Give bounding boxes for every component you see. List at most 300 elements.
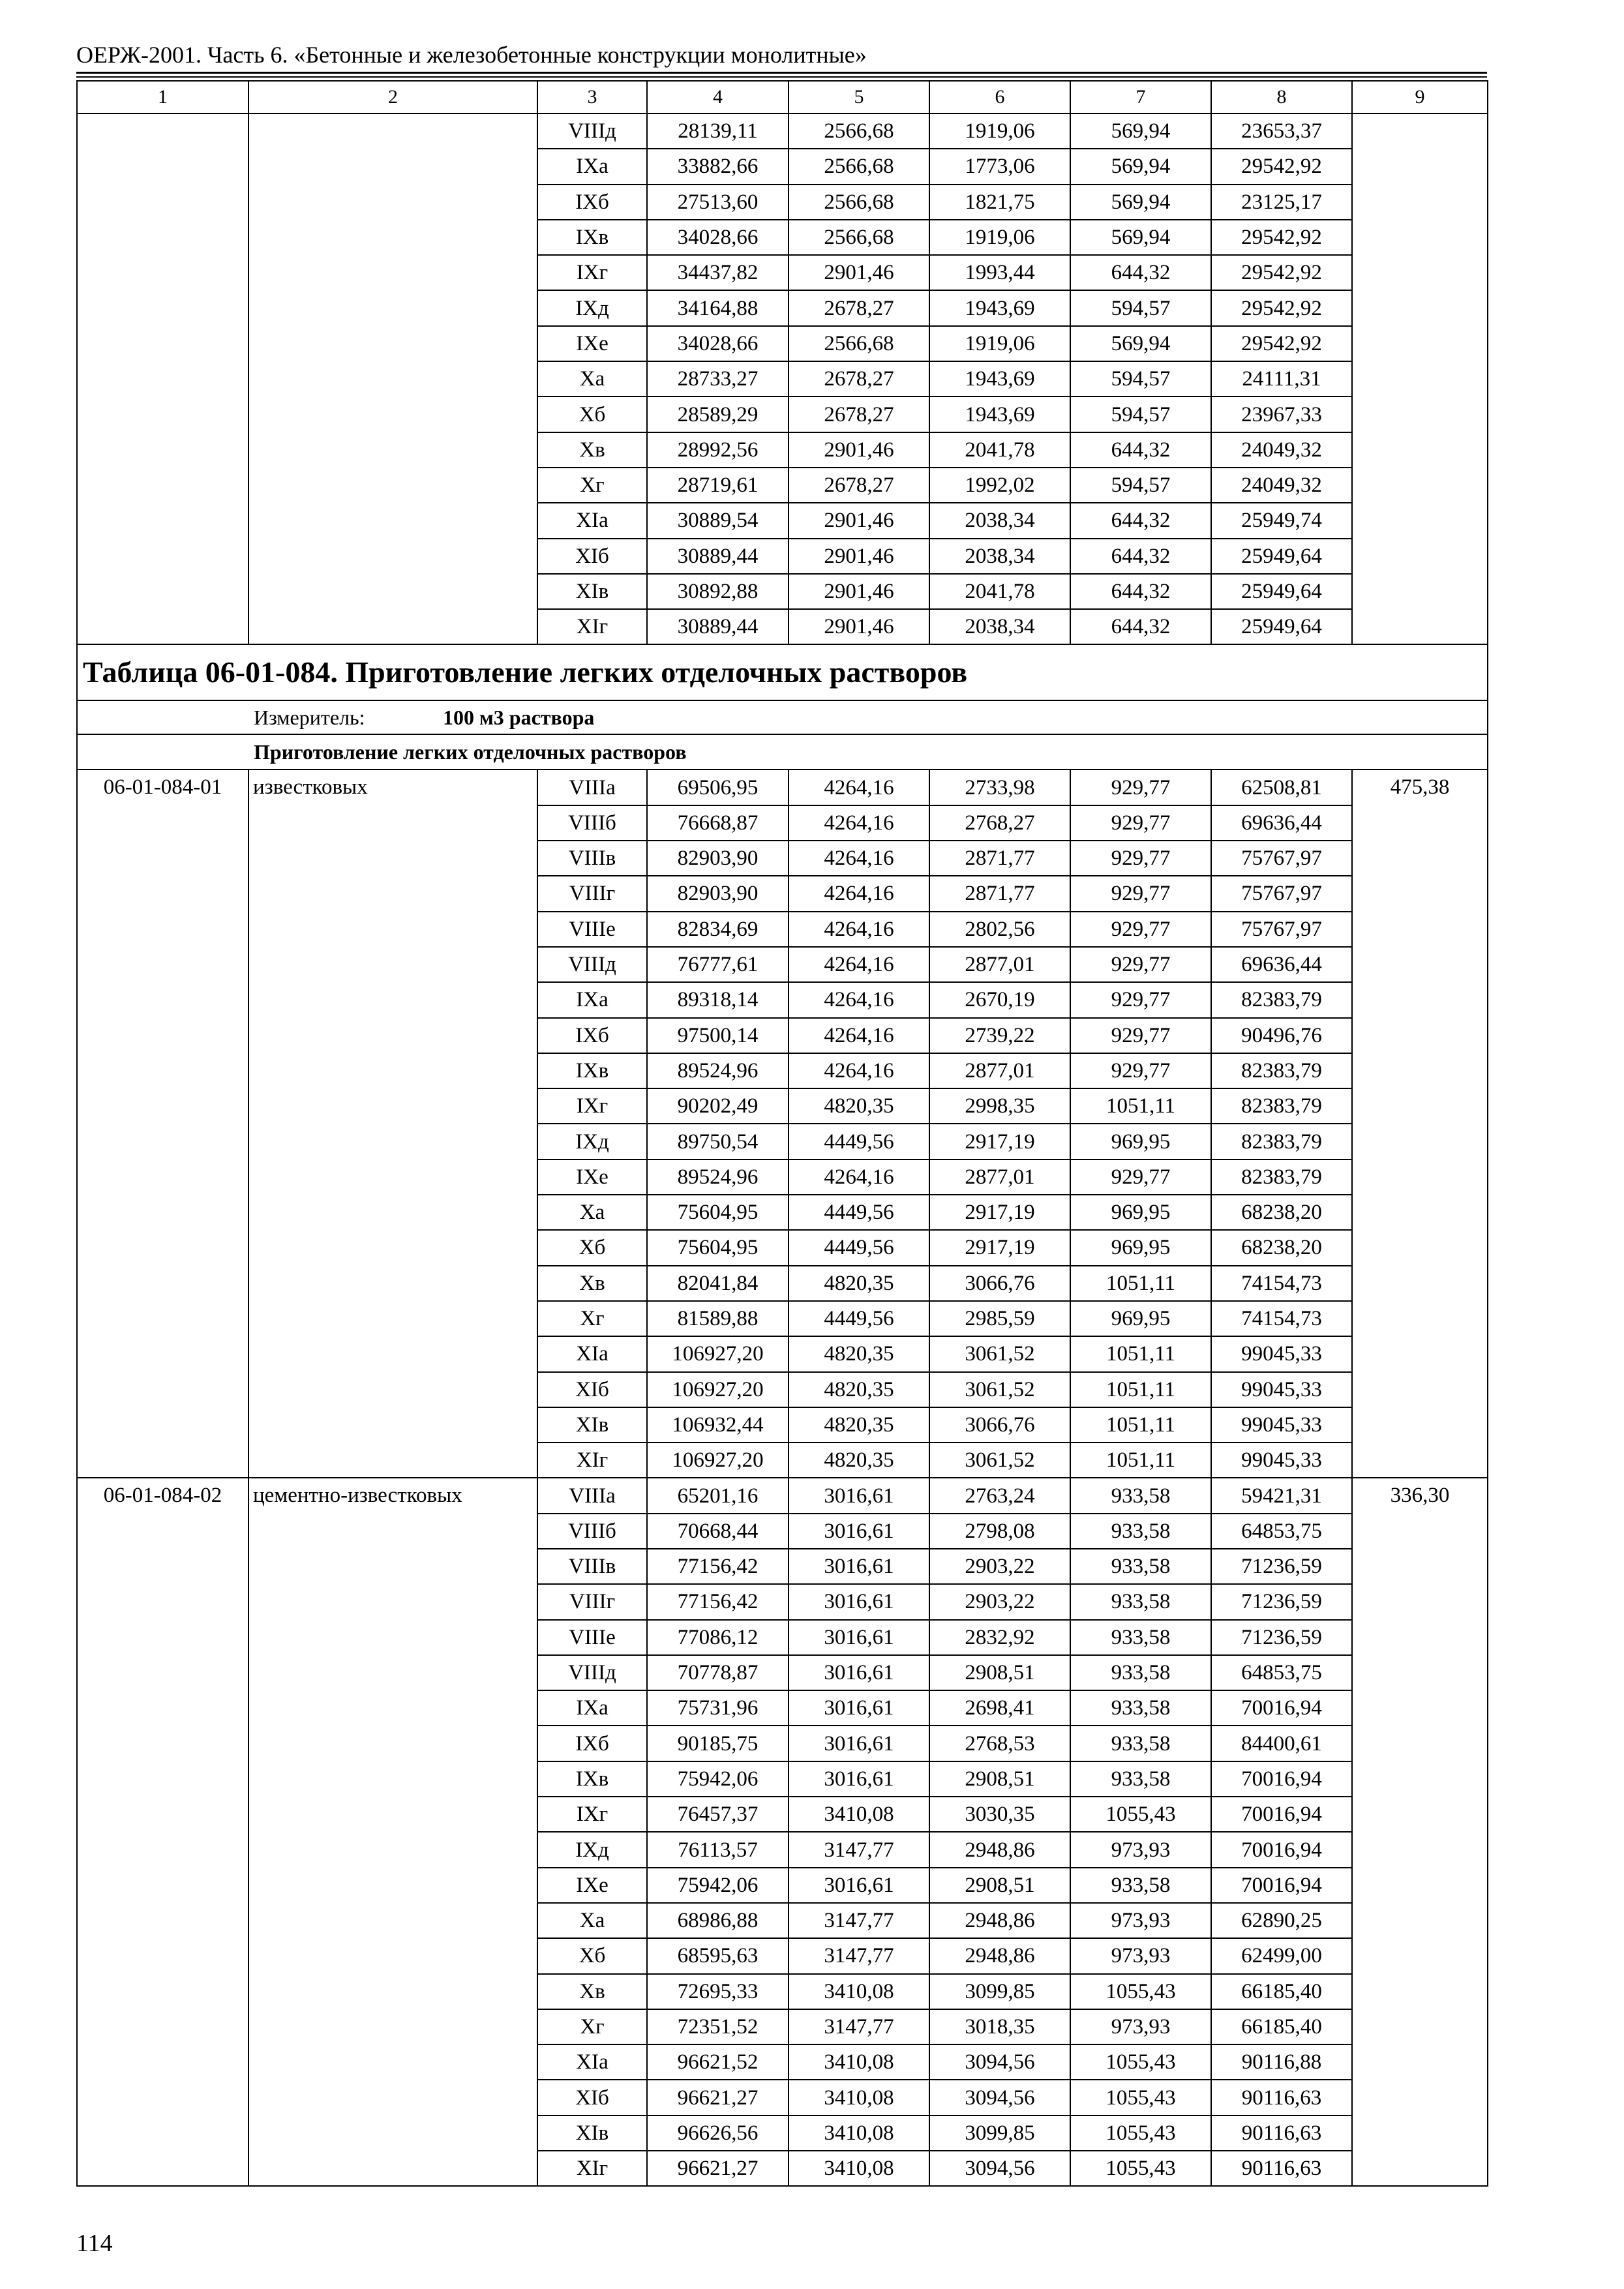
value-cell: 99045,33 [1211,1407,1352,1443]
value-cell: 2901,46 [789,503,929,538]
zone-cell: XIа [537,2044,647,2080]
value-cell: 4449,56 [789,1301,929,1336]
value-cell: 933,58 [1070,1514,1211,1549]
value-cell: 33882,66 [647,149,789,184]
value-cell: 68986,88 [647,1903,789,1938]
column-number: 9 [1352,81,1488,113]
zone-cell: IXв [537,1761,647,1797]
value-cell: 3410,08 [789,2151,929,2186]
value-cell: 4264,16 [789,770,929,805]
value-cell: 3016,61 [789,1761,929,1797]
zone-cell: VIIIв [537,841,647,876]
zone-cell: IXд [537,1832,647,1867]
value-cell: 76668,87 [647,805,789,841]
header-rule [76,72,1487,74]
value-cell: 969,95 [1070,1230,1211,1265]
value-cell: 2985,59 [929,1301,1070,1336]
value-cell: 75604,95 [647,1195,789,1230]
value-cell: 82903,90 [647,841,789,876]
value-cell: 4449,56 [789,1195,929,1230]
value-cell: 74154,73 [1211,1301,1352,1336]
value-cell: 929,77 [1070,1018,1211,1053]
value-cell: 99045,33 [1211,1372,1352,1407]
value-cell: 29542,92 [1211,255,1352,290]
value-cell: 3016,61 [789,1514,929,1549]
value-cell: 82834,69 [647,912,789,947]
value-cell: 68238,20 [1211,1195,1352,1230]
value-cell: 2871,77 [929,876,1070,911]
value-cell: 64853,75 [1211,1655,1352,1690]
column-number: 4 [647,81,789,113]
value-cell: 24049,32 [1211,468,1352,503]
value-cell: 4820,35 [789,1336,929,1371]
value-cell: 106927,20 [647,1336,789,1371]
zone-cell: Xа [537,1903,647,1938]
value-cell: 569,94 [1070,185,1211,220]
value-cell: 1943,69 [929,396,1070,432]
value-cell: 2041,78 [929,432,1070,468]
value-cell: 2908,51 [929,1868,1070,1903]
value-cell: 1055,43 [1070,2044,1211,2080]
value-cell: 25949,64 [1211,574,1352,609]
zone-cell: VIIIб [537,1514,647,1549]
value-cell: 1051,11 [1070,1443,1211,1478]
zone-cell: IXг [537,1088,647,1124]
value-cell: 569,94 [1070,113,1211,149]
value-cell: 594,57 [1070,468,1211,503]
value-cell: 644,32 [1070,574,1211,609]
value-cell: 1051,11 [1070,1266,1211,1301]
zone-cell: Xб [537,1938,647,1973]
value-cell: 969,95 [1070,1124,1211,1159]
value-cell: 2678,27 [789,468,929,503]
zone-cell: Xв [537,1974,647,2009]
value-cell: 65201,16 [647,1478,789,1513]
value-cell: 2901,46 [789,539,929,574]
value-cell: 28589,29 [647,396,789,432]
value-cell: 4449,56 [789,1124,929,1159]
rates-table-body [77,81,1488,2186]
value-cell: 933,58 [1070,1761,1211,1797]
value-cell: 3147,77 [789,1903,929,1938]
running-header: ОЕРЖ-2001. Часть 6. «Бетонные и железобетонные конструкции монолитные» [76,42,867,68]
table-row [77,770,1488,805]
value-cell: 4449,56 [789,1230,929,1265]
value-cell: 594,57 [1070,396,1211,432]
value-cell: 569,94 [1070,149,1211,184]
page-number: 114 [76,2230,113,2257]
value-cell: 96621,27 [647,2151,789,2186]
value-cell: 1055,43 [1070,1797,1211,1832]
zone-cell: Xг [537,468,647,503]
value-cell: 2901,46 [789,255,929,290]
value-cell: 4264,16 [789,947,929,982]
value-cell: 2038,34 [929,609,1070,644]
value-cell: 4264,16 [789,982,929,1017]
zone-cell: XIа [537,1336,647,1371]
value-cell: 644,32 [1070,255,1211,290]
value-cell: 99045,33 [1211,1443,1352,1478]
value-cell: 2566,68 [789,185,929,220]
zone-cell: Xб [537,396,647,432]
value-cell: 933,58 [1070,1549,1211,1584]
value-cell: 77086,12 [647,1620,789,1655]
column-number: 2 [248,81,537,113]
value-cell: 70668,44 [647,1514,789,1549]
zone-cell: VIIIд [537,113,647,149]
zone-cell: IXе [537,326,647,361]
value-cell: 82903,90 [647,876,789,911]
zone-cell: XIа [537,503,647,538]
value-cell: 3094,56 [929,2044,1070,2080]
zone-cell: IXе [537,1159,647,1195]
value-cell: 34164,88 [647,290,789,325]
value-cell: 2763,24 [929,1478,1070,1513]
value-cell: 82041,84 [647,1266,789,1301]
value-cell: 1051,11 [1070,1407,1211,1443]
section-title: Приготовление легких отделочных растворов [77,734,1488,770]
zone-cell: IXб [537,185,647,220]
value-cell: 70778,87 [647,1655,789,1690]
value-cell: 29542,92 [1211,326,1352,361]
value-cell: 23125,17 [1211,185,1352,220]
rate-extra-value: 336,30 [1352,1478,1488,2186]
value-cell: 3147,77 [789,1938,929,1973]
value-cell: 644,32 [1070,432,1211,468]
measure-label: Измеритель: [254,706,365,730]
value-cell: 1055,43 [1070,1974,1211,2009]
zone-cell: XIг [537,1443,647,1478]
zone-cell: VIIIг [537,1584,647,1619]
value-cell: 3016,61 [789,1478,929,1513]
value-cell: 75767,97 [1211,841,1352,876]
value-cell: 929,77 [1070,805,1211,841]
value-cell: 106927,20 [647,1372,789,1407]
value-cell: 62890,25 [1211,1903,1352,1938]
value-cell: 2917,19 [929,1195,1070,1230]
zone-cell: Xв [537,1266,647,1301]
value-cell: 2917,19 [929,1230,1070,1265]
value-cell: 2566,68 [789,149,929,184]
value-cell: 1992,02 [929,468,1070,503]
value-cell: 1055,43 [1070,2116,1211,2151]
value-cell: 2566,68 [789,326,929,361]
table-caption: Таблица 06-01-084. Приготовление легких отделочных растворов [77,644,1488,700]
value-cell: 70016,94 [1211,1797,1352,1832]
value-cell: 3099,85 [929,1974,1070,2009]
zone-cell: VIIIа [537,1478,647,1513]
value-cell: 2877,01 [929,1053,1070,1088]
zone-cell: XIв [537,2116,647,2151]
value-cell: 66185,40 [1211,1974,1352,2009]
value-cell: 1943,69 [929,290,1070,325]
value-cell: 973,93 [1070,1938,1211,1973]
value-cell: 69636,44 [1211,947,1352,982]
measure-cell [77,700,1488,734]
value-cell: 3016,61 [789,1620,929,1655]
value-cell: 2901,46 [789,574,929,609]
value-cell: 30889,54 [647,503,789,538]
value-cell: 3066,76 [929,1266,1070,1301]
value-cell: 25949,64 [1211,539,1352,574]
value-cell: 3094,56 [929,2080,1070,2115]
value-cell: 75731,96 [647,1690,789,1726]
value-cell: 1055,43 [1070,2080,1211,2115]
zone-cell: VIIIг [537,876,647,911]
value-cell: 59421,31 [1211,1478,1352,1513]
value-cell: 3066,76 [929,1407,1070,1443]
value-cell: 3147,77 [789,1832,929,1867]
column-number: 1 [77,81,248,113]
value-cell: 75604,95 [647,1230,789,1265]
column-number: 7 [1070,81,1211,113]
value-cell: 933,58 [1070,1655,1211,1690]
value-cell: 89524,96 [647,1159,789,1195]
value-cell: 71236,59 [1211,1549,1352,1584]
value-cell: 25949,64 [1211,609,1352,644]
value-cell: 1919,06 [929,220,1070,255]
zone-cell: IXб [537,1018,647,1053]
zone-cell: Xа [537,1195,647,1230]
value-cell: 96621,27 [647,2080,789,2115]
value-cell: 66185,40 [1211,2009,1352,2044]
value-cell: 1051,11 [1070,1372,1211,1407]
value-cell: 3094,56 [929,2151,1070,2186]
value-cell: 4264,16 [789,876,929,911]
value-cell: 2908,51 [929,1655,1070,1690]
value-cell: 28139,11 [647,113,789,149]
value-cell: 96621,52 [647,2044,789,2080]
value-cell: 29542,92 [1211,220,1352,255]
value-cell: 933,58 [1070,1726,1211,1761]
value-cell: 28992,56 [647,432,789,468]
value-cell: 933,58 [1070,1868,1211,1903]
value-cell: 28719,61 [647,468,789,503]
zone-cell: Xб [537,1230,647,1265]
value-cell: 3016,61 [789,1549,929,1584]
value-cell: 90185,75 [647,1726,789,1761]
value-cell: 90116,63 [1211,2116,1352,2151]
header-rule-secondary [76,76,1487,78]
value-cell: 4820,35 [789,1088,929,1124]
value-cell: 4264,16 [789,1159,929,1195]
zone-cell: Xв [537,432,647,468]
value-cell: 2917,19 [929,1124,1070,1159]
value-cell: 3147,77 [789,2009,929,2044]
value-cell: 28733,27 [647,361,789,396]
zone-cell: VIIIд [537,947,647,982]
value-cell: 70016,94 [1211,1690,1352,1726]
zone-cell: IXв [537,220,647,255]
measure-row [77,700,1488,734]
value-cell: 969,95 [1070,1195,1211,1230]
value-cell: 3016,61 [789,1655,929,1690]
value-cell: 2670,19 [929,982,1070,1017]
value-cell: 82383,79 [1211,1088,1352,1124]
value-cell: 64853,75 [1211,1514,1352,1549]
value-cell: 82383,79 [1211,1053,1352,1088]
value-cell: 2901,46 [789,432,929,468]
section-title-row [77,734,1488,770]
value-cell: 2901,46 [789,609,929,644]
value-cell: 74154,73 [1211,1266,1352,1301]
value-cell: 644,32 [1070,539,1211,574]
value-cell: 2566,68 [789,220,929,255]
value-cell: 4820,35 [789,1266,929,1301]
value-cell: 1993,44 [929,255,1070,290]
value-cell: 2768,27 [929,805,1070,841]
value-cell: 2948,86 [929,1938,1070,1973]
zone-cell: Xа [537,361,647,396]
rate-name: цементно-известковых [248,1478,537,2186]
value-cell: 933,58 [1070,1478,1211,1513]
zone-cell: IXа [537,982,647,1017]
value-cell: 24049,32 [1211,432,1352,468]
value-cell: 2678,27 [789,396,929,432]
value-cell: 82383,79 [1211,1159,1352,1195]
value-cell: 84400,61 [1211,1726,1352,1761]
value-cell: 97500,14 [647,1018,789,1053]
value-cell: 27513,60 [647,185,789,220]
value-cell: 30892,88 [647,574,789,609]
value-cell: 4264,16 [789,1018,929,1053]
value-cell: 2903,22 [929,1584,1070,1619]
value-cell: 2877,01 [929,1159,1070,1195]
zone-cell: VIIIв [537,1549,647,1584]
value-cell: 4820,35 [789,1407,929,1443]
value-cell: 973,93 [1070,2009,1211,2044]
value-cell: 3410,08 [789,1797,929,1832]
column-number-row [77,81,1488,113]
value-cell: 90116,88 [1211,2044,1352,2080]
zone-cell: VIIIб [537,805,647,841]
value-cell: 77156,42 [647,1549,789,1584]
table-row [77,113,1488,149]
table-caption-row [77,644,1488,700]
value-cell: 2832,92 [929,1620,1070,1655]
zone-cell: IXд [537,290,647,325]
value-cell: 23653,37 [1211,113,1352,149]
value-cell: 90202,49 [647,1088,789,1124]
value-cell: 929,77 [1070,1053,1211,1088]
value-cell: 75942,06 [647,1868,789,1903]
value-cell: 4820,35 [789,1443,929,1478]
value-cell: 89750,54 [647,1124,789,1159]
column-number: 5 [789,81,929,113]
value-cell: 3016,61 [789,1584,929,1619]
column-number: 3 [537,81,647,113]
zone-cell: XIг [537,609,647,644]
value-cell: 72351,52 [647,2009,789,2044]
value-cell: 2908,51 [929,1761,1070,1797]
value-cell: 929,77 [1070,982,1211,1017]
value-cell: 76457,37 [647,1797,789,1832]
zone-cell: VIIIе [537,1620,647,1655]
value-cell: 2871,77 [929,841,1070,876]
value-cell: 70016,94 [1211,1868,1352,1903]
value-cell: 3016,61 [789,1690,929,1726]
value-cell: 3061,52 [929,1336,1070,1371]
rate-extra-value: 475,38 [1352,770,1488,1478]
zone-cell: IXг [537,255,647,290]
value-cell: 2678,27 [789,290,929,325]
value-cell: 71236,59 [1211,1584,1352,1619]
name-cell-empty [248,113,537,644]
value-cell: 89524,96 [647,1053,789,1088]
value-cell: 76777,61 [647,947,789,982]
code-cell-empty [77,113,248,644]
value-cell: 75942,06 [647,1761,789,1797]
value-cell: 2948,86 [929,1903,1070,1938]
value-cell: 4264,16 [789,1053,929,1088]
zone-cell: XIв [537,574,647,609]
value-cell: 2877,01 [929,947,1070,982]
zone-cell: XIг [537,2151,647,2186]
value-cell: 2948,86 [929,1832,1070,1867]
value-cell: 1943,69 [929,361,1070,396]
zone-cell: IXа [537,149,647,184]
value-cell: 76113,57 [647,1832,789,1867]
value-cell: 75767,97 [1211,912,1352,947]
zone-cell: IXб [537,1726,647,1761]
value-cell: 4264,16 [789,912,929,947]
zone-cell: VIIIа [537,770,647,805]
rate-code: 06-01-084-01 [77,770,248,1478]
value-cell: 1773,06 [929,149,1070,184]
extra-cell-empty [1352,113,1488,644]
value-cell: 2998,35 [929,1088,1070,1124]
value-cell: 69506,95 [647,770,789,805]
value-cell: 973,93 [1070,1903,1211,1938]
value-cell: 933,58 [1070,1584,1211,1619]
value-cell: 70016,94 [1211,1832,1352,1867]
value-cell: 3410,08 [789,1974,929,2009]
value-cell: 3016,61 [789,1868,929,1903]
zone-cell: VIIIд [537,1655,647,1690]
value-cell: 71236,59 [1211,1620,1352,1655]
value-cell: 3030,35 [929,1797,1070,1832]
value-cell: 2733,98 [929,770,1070,805]
value-cell: 90116,63 [1211,2151,1352,2186]
zone-cell: IXд [537,1124,647,1159]
value-cell: 644,32 [1070,609,1211,644]
value-cell: 929,77 [1070,770,1211,805]
zone-cell: VIIIе [537,912,647,947]
value-cell: 933,58 [1070,1690,1211,1726]
value-cell: 75767,97 [1211,876,1352,911]
value-cell: 89318,14 [647,982,789,1017]
value-cell: 2768,53 [929,1726,1070,1761]
rate-code: 06-01-084-02 [77,1478,248,2186]
value-cell: 77156,42 [647,1584,789,1619]
column-number: 8 [1211,81,1352,113]
value-cell: 34028,66 [647,220,789,255]
value-cell: 34437,82 [647,255,789,290]
value-cell: 929,77 [1070,841,1211,876]
value-cell: 2802,56 [929,912,1070,947]
value-cell: 1821,75 [929,185,1070,220]
zone-cell: IXа [537,1690,647,1726]
value-cell: 34028,66 [647,326,789,361]
value-cell: 644,32 [1070,503,1211,538]
value-cell: 62508,81 [1211,770,1352,805]
zone-cell: Xг [537,1301,647,1336]
value-cell: 30889,44 [647,539,789,574]
value-cell: 2798,08 [929,1514,1070,1549]
value-cell: 3061,52 [929,1443,1070,1478]
value-cell: 106927,20 [647,1443,789,1478]
value-cell: 29542,92 [1211,290,1352,325]
